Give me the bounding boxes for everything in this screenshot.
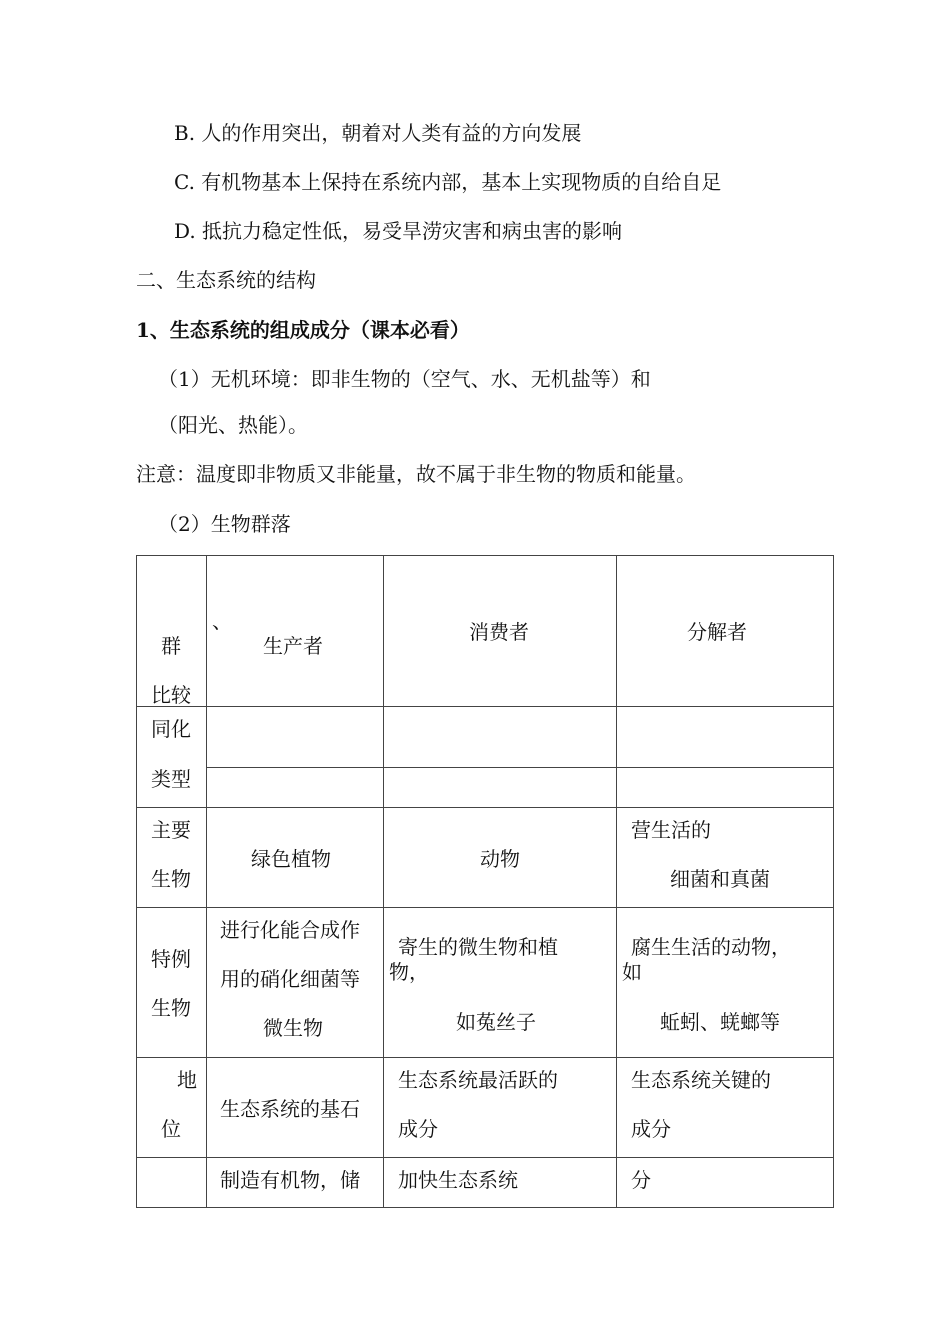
table-row-main-organisms [137,808,834,908]
function-decomposer-text: 分 [631,1168,651,1192]
table-row-function [137,1158,834,1208]
assimilation-label-1: 同化 [151,717,191,741]
main-decomposer-cell [617,808,834,908]
main-decomposer-text-1: 营生活的 [631,818,711,842]
table-row-special-cases [137,908,834,1058]
table-row-assimilation-b [137,768,834,808]
status-consumer-text-1: 生态系统最活跃的 [398,1068,558,1092]
main-decomposer-text-2: 细菌和真菌 [670,867,770,891]
assimilation-producer-cell-2 [207,768,384,808]
main-label-2: 生物 [151,867,191,891]
special-producer-text-2: 用的硝化细菌等 [220,967,360,991]
special-consumer-text-3: 如菟丝子 [456,1010,536,1034]
special-producer-text-1: 进行化能合成作 [220,918,360,942]
main-producer-text: 绿色植物 [251,847,331,871]
main-label-cell [137,808,207,908]
option-d: D. 抵抗力稳定性低，易受旱涝灾害和病虫害的影响 [174,219,623,243]
assimilation-producer-cell [207,707,384,768]
table-row-status [137,1058,834,1158]
function-decomposer-cell [617,1158,834,1208]
main-producer-cell [207,808,384,908]
function-producer-text: 制造有机物，储 [220,1168,360,1192]
option-c: C. 有机物基本上保持在系统内部，基本上实现物质的自给自足 [174,170,722,194]
header-producer [207,556,384,707]
special-consumer-cell [384,908,617,1058]
header-producer-label: 生产者 [263,634,323,658]
header-decomposer [617,556,834,707]
corner-bottom-label: 比较 [151,683,191,707]
subsection-prefix: 1、生态系统的组成成分（ [136,318,370,342]
status-decomposer-text-1: 生态系统关键的 [631,1068,771,1092]
subsection-emphasis: 课本必看 [369,318,450,342]
assimilation-decomposer-cell [617,707,834,768]
main-label-1: 主要 [151,818,191,842]
status-consumer-text-2: 成分 [398,1117,438,1141]
table-row-assimilation-a [137,707,834,768]
section-title: 二、生态系统的结构 [136,268,316,292]
status-decomposer-text-2: 成分 [631,1117,671,1141]
main-consumer-cell [384,808,617,908]
special-decomposer-text-1: 腐生生活的动物， [631,935,791,959]
status-label-cell [137,1058,207,1158]
assimilation-decomposer-cell-2 [617,768,834,808]
status-label-1: 地 [177,1068,197,1092]
subsection-suffix: ） [449,318,470,342]
status-decomposer-cell [617,1058,834,1158]
status-label-2: 位 [161,1117,181,1141]
table-header-row [137,556,834,707]
status-consumer-cell [384,1058,617,1158]
special-decomposer-text-3: 蚯蚓、蜣螂等 [660,1010,780,1034]
status-producer-text: 生态系统的基石 [220,1097,360,1121]
corner-cell [137,556,207,707]
header-consumer [384,556,617,707]
option-b: B. 人的作用突出，朝着对人类有益的方向发展 [174,121,582,145]
special-decomposer-cell [617,908,834,1058]
special-consumer-text-1: 寄生的微生物和植 [398,935,558,959]
special-producer-cell [207,908,384,1058]
corner-top-label: 群 [161,634,181,658]
biotic-heading: （2）生物群落 [158,512,291,536]
assimilation-label-cell [137,707,207,808]
special-decomposer-text-2: 如 [622,960,642,984]
special-producer-text-3: 微生物 [263,1016,323,1040]
assimilation-consumer-cell [384,707,617,768]
header-consumer-label: 消费者 [469,620,529,644]
abiotic-line-2: （阳光、热能）。 [158,413,308,437]
header-mark: 、 [212,609,232,633]
abiotic-line-1: （1）无机环境：即非生物的（空气、水、无机盐等）和 [158,367,651,391]
assimilation-label-2: 类型 [151,767,191,791]
special-label-cell [137,908,207,1058]
status-producer-cell [207,1058,384,1158]
special-label-1: 特例 [151,947,191,971]
subsection-heading [136,318,470,342]
header-decomposer-label: 分解者 [687,620,747,644]
assimilation-consumer-cell-2 [384,768,617,808]
special-label-2: 生物 [151,996,191,1020]
main-consumer-text: 动物 [480,847,520,871]
function-producer-cell [207,1158,384,1208]
special-consumer-text-2: 物， [389,960,429,984]
function-consumer-cell [384,1158,617,1208]
function-label-cell [137,1158,207,1208]
function-consumer-text: 加快生态系统 [398,1168,518,1192]
note-text: 注意：温度即非物质又非能量，故不属于非生物的物质和能量。 [136,462,696,486]
community-comparison-table [136,555,834,1208]
